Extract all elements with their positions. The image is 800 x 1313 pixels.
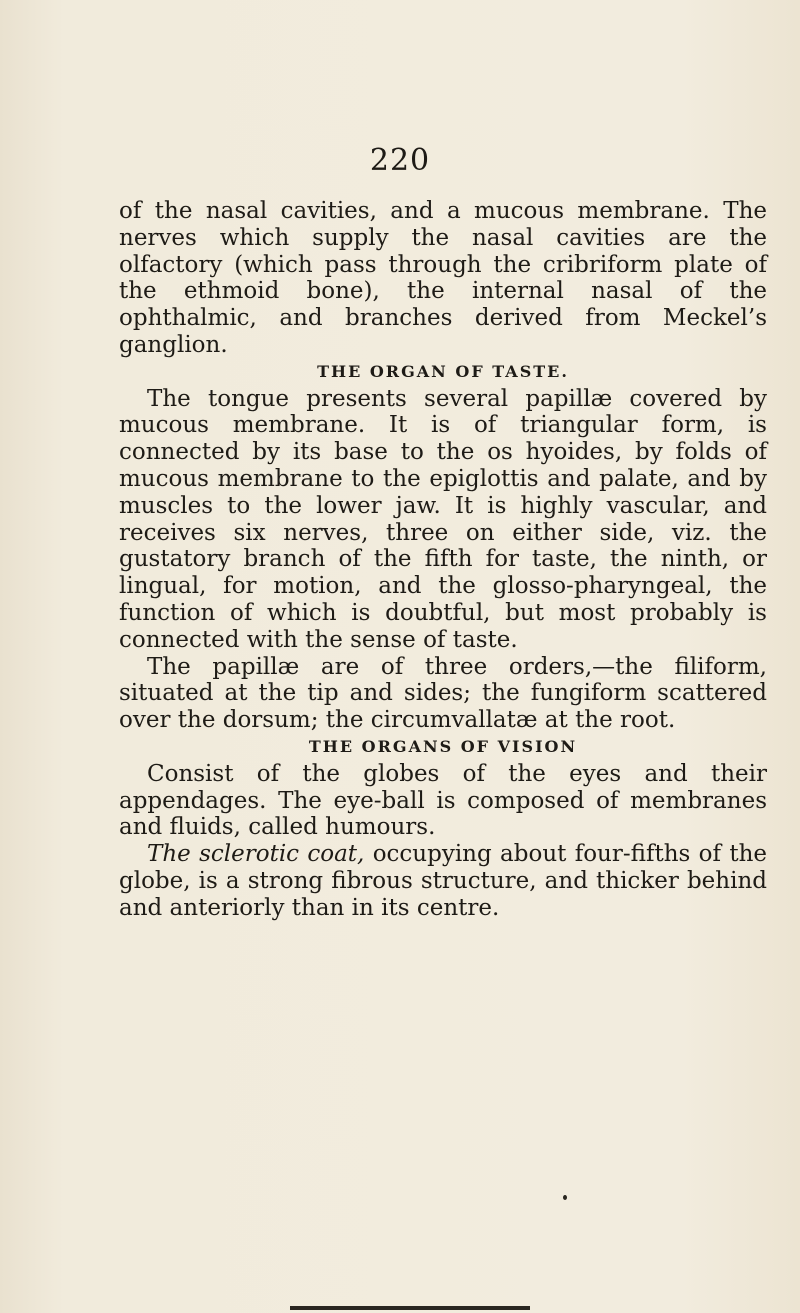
paragraph-sclerotic-coat [119, 841, 767, 921]
paragraph-sclerotic-coat-text: occupying about four-fifths of the globe, is a strong fibrous structure, and thicker behind and anteriorly than in its centre. [119, 841, 768, 921]
heading-organs-of-vision: THE ORGANS OF VISION [308, 736, 578, 756]
page-number: 220 [369, 143, 431, 178]
ink-speck [563, 1195, 567, 1200]
footer-rule [290, 1306, 530, 1310]
paragraph-eye-globes: Consist of the globes of the eyes and their appendages. The eye-ball is composed of membranes and fluids, called humours. [119, 760, 767, 841]
paragraph-nasal-cavities: of the nasal cavities, and a mucous membrane. The nerves which supply the nasal cavities are the olfactory (which pass through the cribriform plate of the ethmoid bone), the internal nasal of the ophthalmic, and branches derived from Meckel’s ganglion. [119, 198, 767, 358]
heading-organ-of-taste: THE ORGAN OF TASTE. [317, 361, 569, 381]
body-text [119, 198, 767, 922]
term-sclerotic-coat: The sclerotic coat, [147, 841, 365, 868]
paragraph-tongue: The tongue presents several papillæ covered by mucous membrane. It is of triangular form, is connected by its base to the os hyoides, by folds of mucous membrane to the epiglottis and palate, and by muscles to the lower jaw. It is highly vascular, and receives six nerves, three on either side, viz. the gustatory branch of the fifth for taste, the ninth, or lingual, for motion, and the glosso-pharyngeal, the function of which is doubtful, but most probably is connected with the sense of taste. [119, 385, 767, 653]
paragraph-papillae: The papillæ are of three orders,—the filiform, situated at the tip and sides; the fungiform scattered over the dorsum; the circumvallatæ at the root. [119, 653, 767, 734]
